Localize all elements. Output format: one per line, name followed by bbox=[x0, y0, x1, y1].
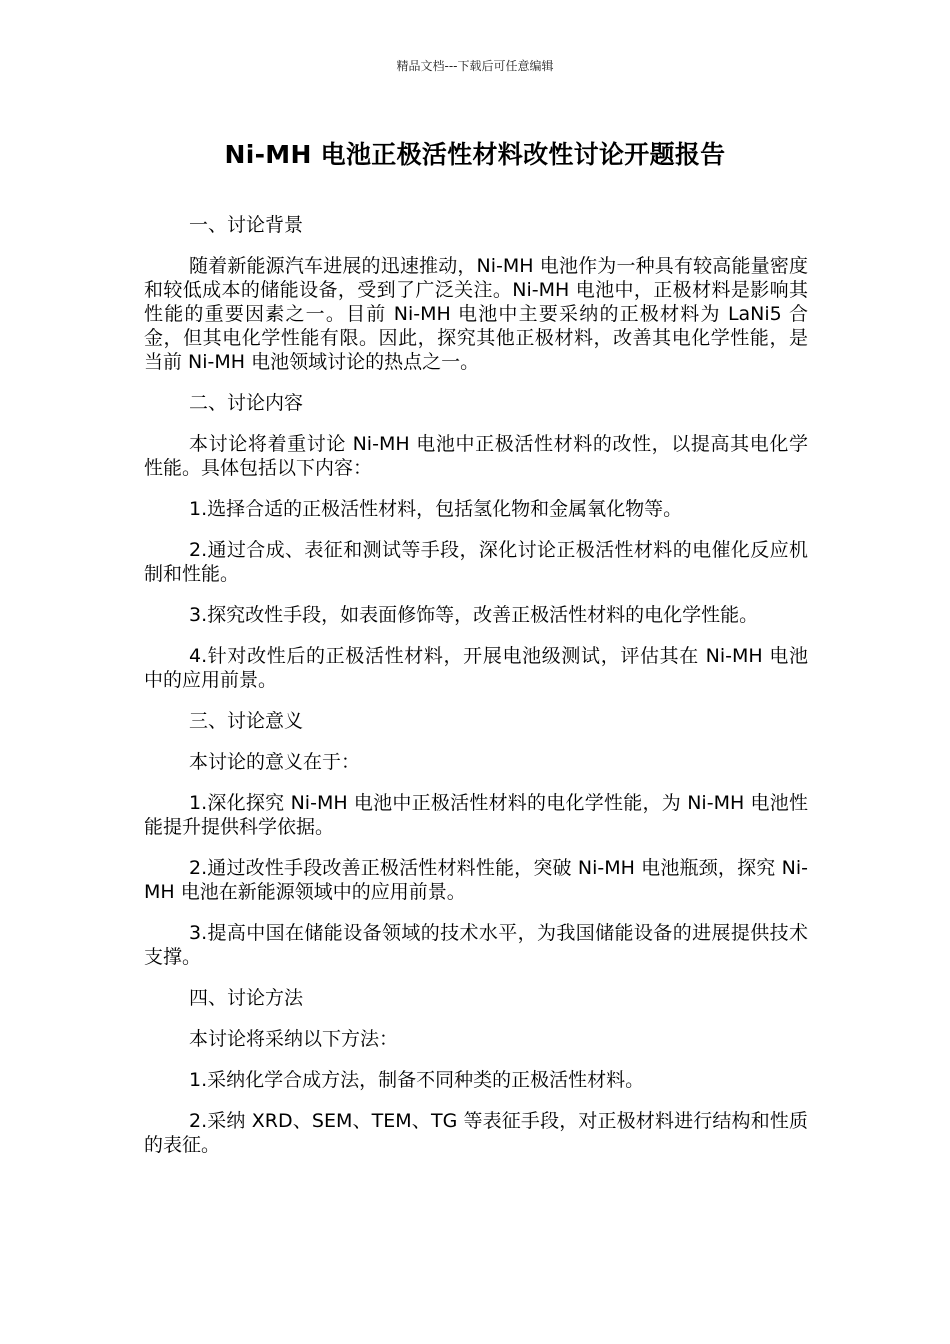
list-item: 2.采纳 XRD、SEM、TEM、TG 等表征手段，对正极材料进行结构和性质的表征。 bbox=[144, 1110, 808, 1156]
document-body bbox=[144, 213, 808, 1174]
paragraph: 本讨论将着重讨论 Ni-MH 电池中正极活性材料的改性，以提高其电化学性能。具体包括以下内容： bbox=[144, 433, 808, 479]
paragraph: 本讨论的意义在于： bbox=[189, 751, 361, 773]
list-item: 1.采纳化学合成方法，制备不同种类的正极活性材料。 bbox=[189, 1069, 645, 1091]
paragraph: 本讨论将采纳以下方法： bbox=[189, 1028, 399, 1050]
list-item: 1.选择合适的正极活性材料，包括氢化物和金属氧化物等。 bbox=[189, 498, 683, 520]
list-item: 2.通过改性手段改善正极活性材料性能，突破 Ni-MH 电池瓶颈，探究 Ni-MH 电池在新能源领域中的应用前景。 bbox=[144, 857, 808, 903]
section-heading: 三、讨论意义 bbox=[189, 710, 304, 732]
section-heading: 一、讨论背景 bbox=[189, 214, 304, 236]
page-header: 精品文档---下载后可任意编辑 bbox=[396, 59, 554, 73]
list-item: 1.深化探究 Ni-MH 电池中正极活性材料的电化学性能，为 Ni-MH 电池性能提升提供科学依据。 bbox=[144, 792, 808, 838]
list-item: 3.提高中国在储能设备领域的技术水平，为我国储能设备的进展提供技术支撑。 bbox=[144, 922, 808, 968]
section-heading: 四、讨论方法 bbox=[189, 987, 304, 1009]
list-item: 2.通过合成、表征和测试等手段，深化讨论正极活性材料的电催化反应机制和性能。 bbox=[144, 539, 808, 585]
list-item: 4.针对改性后的正极活性材料，开展电池级测试，评估其在 Ni-MH 电池中的应用前景。 bbox=[144, 645, 808, 691]
paragraph: 随着新能源汽车进展的迅速推动，Ni-MH 电池作为一种具有较高能量密度和较低成本的储能设备，受到了广泛关注。Ni-MH 电池中，正极材料是影响其性能的重要因素之一。目前 Ni-MH 电池中主要采纳的正极材料为 LaNi5 合金，但其电化学性能有限。因此，探究其他正极材料，改善其电化学性能，是当前 Ni-MH 电池领域讨论的热点之一。 bbox=[144, 255, 808, 373]
section-heading: 二、讨论内容 bbox=[189, 392, 304, 414]
list-item: 3.探究改性手段，如表面修饰等，改善正极活性材料的电化学性能。 bbox=[189, 604, 759, 626]
document-title: Ni-MH 电池正极活性材料改性讨论开题报告 bbox=[224, 140, 726, 169]
